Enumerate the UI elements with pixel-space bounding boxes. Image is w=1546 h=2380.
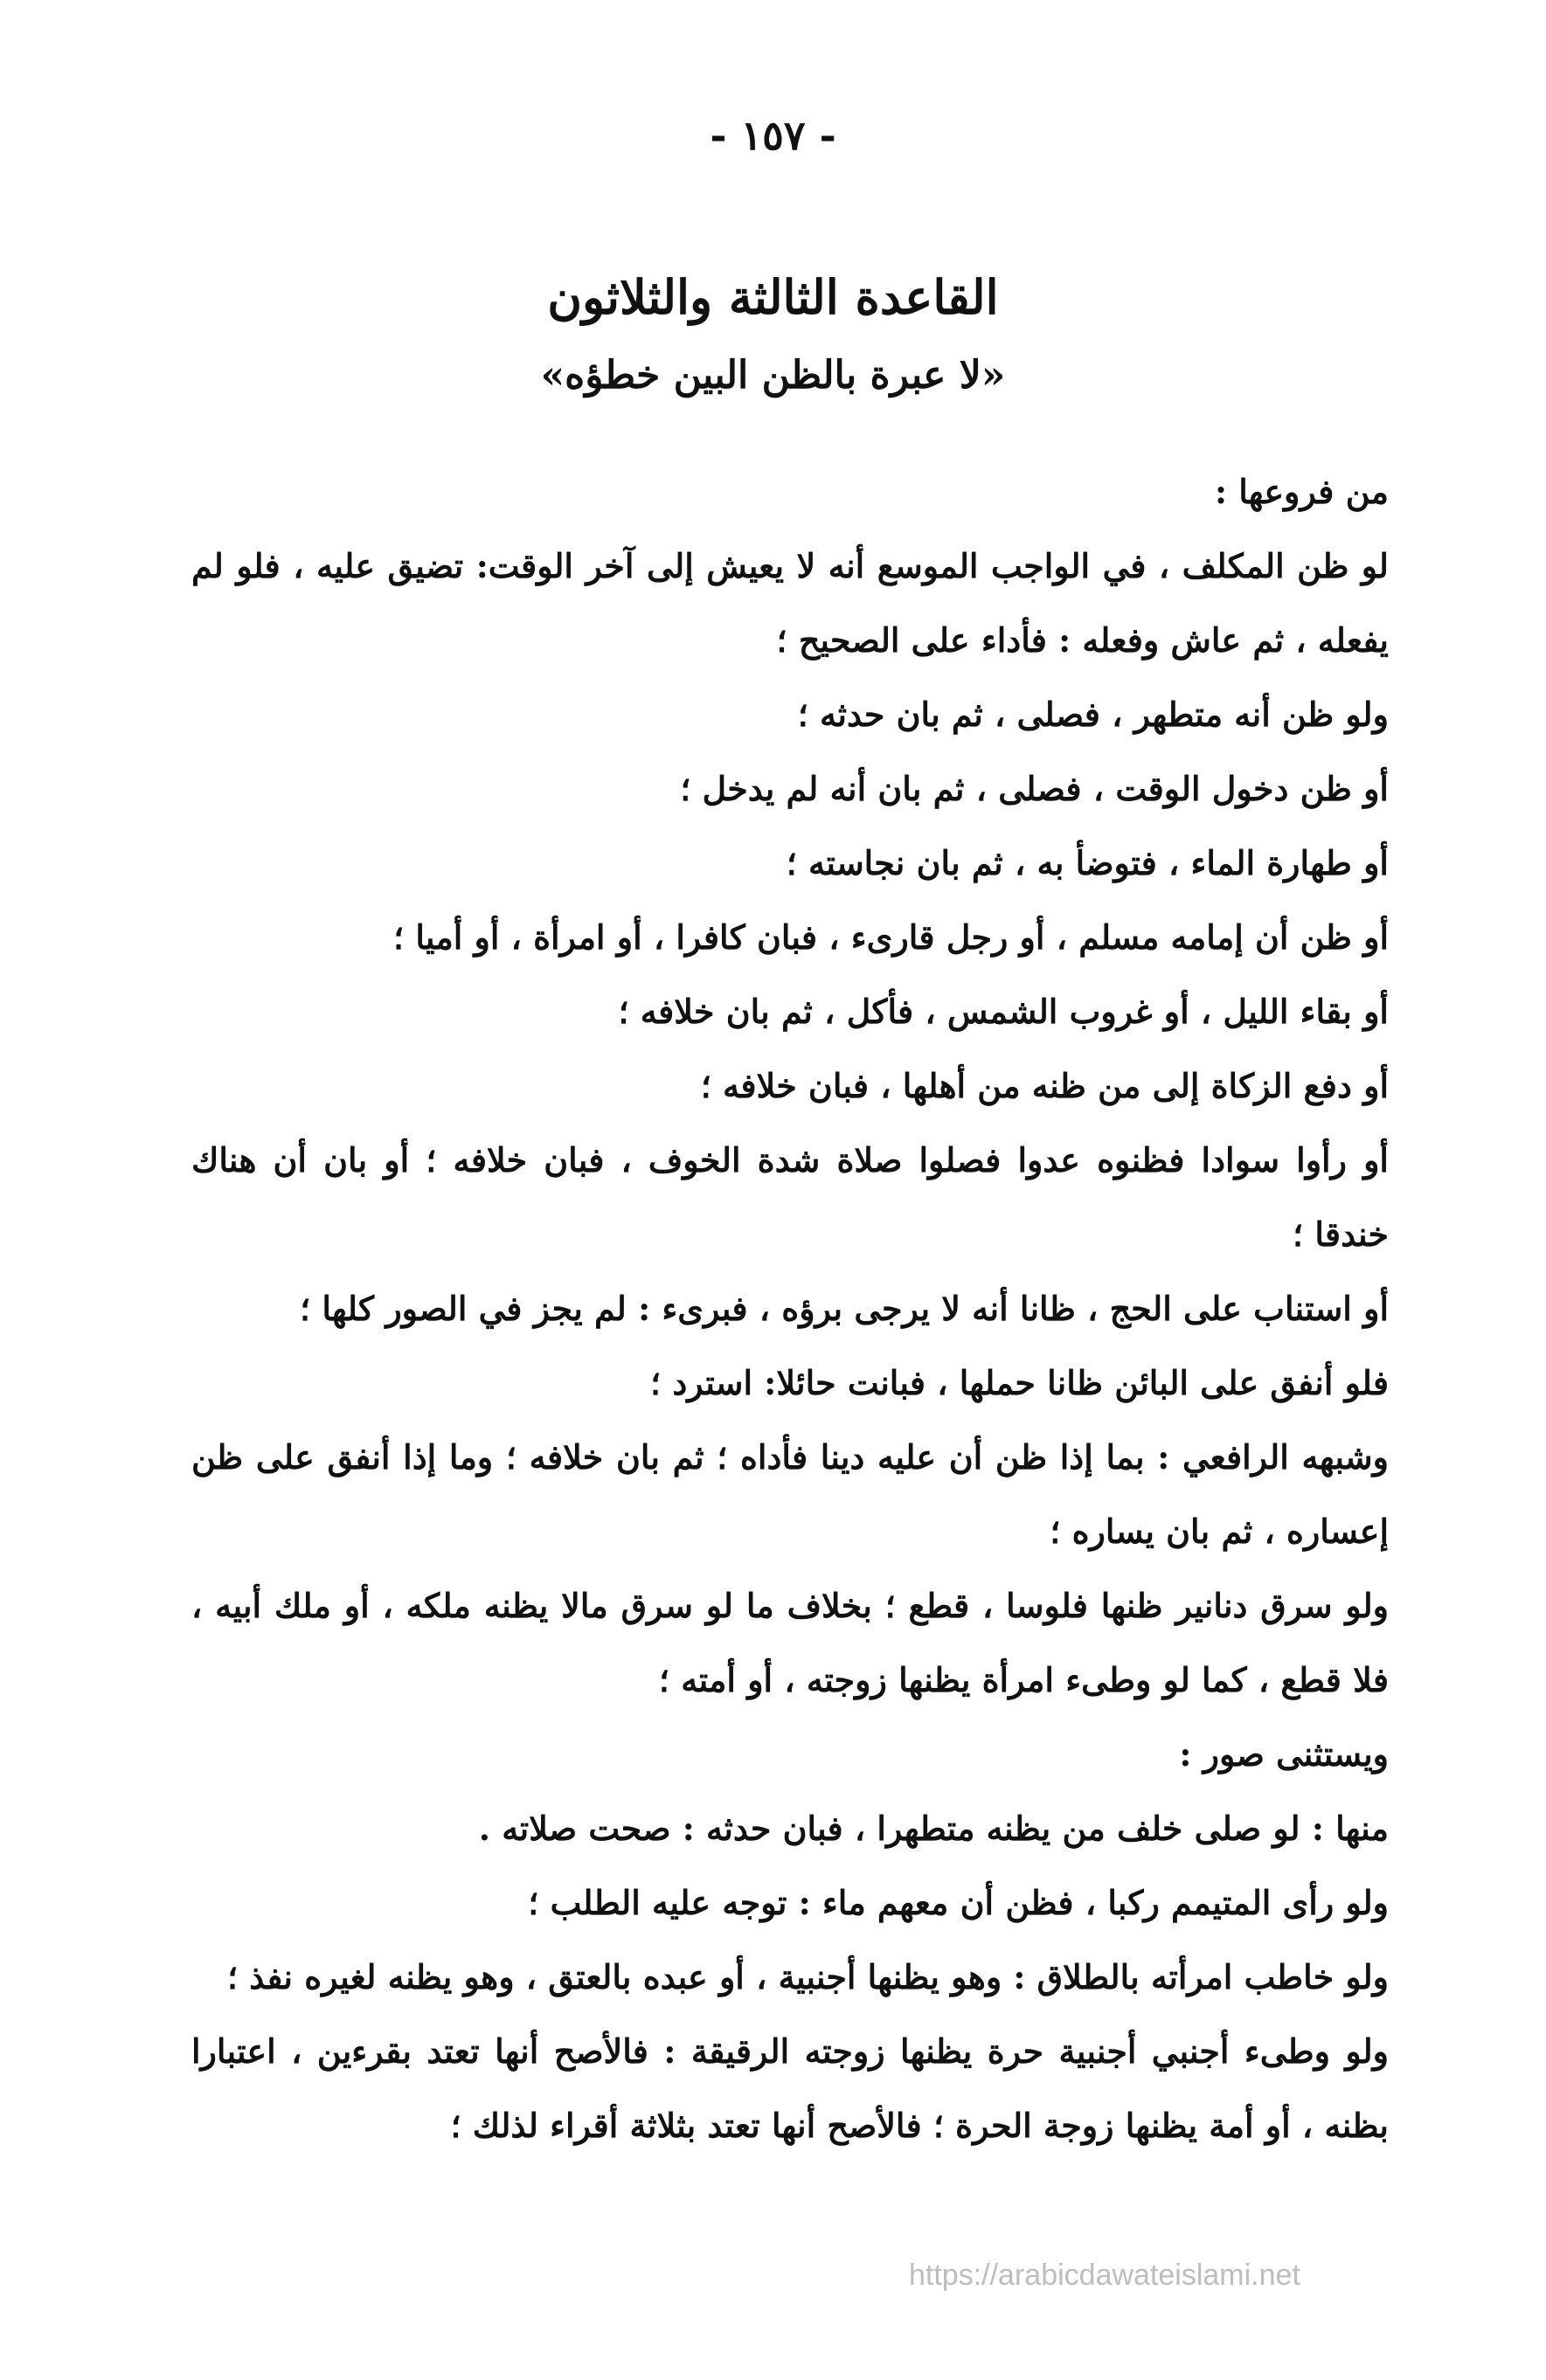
paragraph: أو ظن أن إمامه مسلم ، أو رجل قارىء ، فبان كافرا ، أو امرأة ، أو أميا ؛	[393, 917, 1389, 957]
paragraph: أو طهارة الماء ، فتوضأ به ، ثم بان نجاسته ؛	[786, 843, 1389, 882]
paragraph: ولو وطىء أجنبي أجنبية حرة يظنها زوجته الرقيقة : فالأصح أنها تعتد بقرءين ، اعتبارا بظنه ، أو أمة يظنها زوجة الحرة ؛ فالأصح أنها تعتد بثلاثة أقراء لذلك ؛	[191, 2031, 1389, 2145]
body-text	[191, 454, 1415, 2162]
paragraph: منها : لو صلى خلف من يظنه متطهرا ، فبان حدثه : صحت صلاته .	[478, 1809, 1389, 1848]
page-number: - ١٥٧ -	[710, 112, 836, 159]
rule-subtitle: «لا عبرة بالظن البين خطؤه»	[540, 353, 1006, 398]
paragraph: ولو خاطب امرأته بالطلاق : وهو يظنها أجنبية ، أو عبده بالعتق ، وهو يظنه لغيره نفذ ؛	[226, 1957, 1389, 1996]
paragraph: أو بقاء الليل ، أو غروب الشمس ، فأكل ، ثم بان خلافه ؛	[618, 992, 1389, 1031]
paragraph: وشبهه الرافعي : بما إذا ظن أن عليه دينا فأداه ؛ ثم بان خلافه ؛ وما إذا أنفق على ظن إعساره ، ثم بان يساره ؛	[191, 1437, 1389, 1551]
section-heading-branches: من فروعها :	[1214, 472, 1389, 511]
paragraph: أو استناب على الحج ، ظانا أنه لا يرجى برؤه ، فبرىء : لم يجز في الصور كلها ؛	[300, 1289, 1389, 1328]
paragraph: ولو رأى المتيمم ركبا ، فظن أن معهم ماء : توجه عليه الطلب ؛	[528, 1883, 1389, 1922]
section-heading-exceptions: ويستثنى صور :	[1179, 1734, 1389, 1774]
paragraph: أو دفع الزكاة إلى من ظنه من أهلها ، فبان خلافه ؛	[700, 1066, 1389, 1105]
paragraph: أو رأوا سوادا فظنوه عدوا فصلوا صلاة شدة الخوف ، فبان خلافه ؛ أو بان أن هناك خندقا ؛	[191, 1140, 1389, 1254]
paragraph: فلو أنفق على البائن ظانا حملها ، فبانت حائلا: استرد ؛	[650, 1363, 1389, 1402]
paragraph: ولو ظن أنه متطهر ، فصلى ، ثم بان حدثه ؛	[797, 695, 1389, 734]
title-block	[0, 262, 1546, 411]
paragraph: لو ظن المكلف ، في الواجب الموسع أنه لا يعيش إلى آخر الوقت: تضيق عليه ، فلو لم يفعله ، ثم عاش وفعله : فأداء على الصحيح ؛	[191, 546, 1389, 660]
paragraph: أو ظن دخول الوقت ، فصلى ، ثم بان أنه لم يدخل ؛	[680, 769, 1389, 808]
paragraph: ولو سرق دنانير ظنها فلوسا ، قطع ؛ بخلاف ما لو سرق مالا يظنه ملكه ، أو ملك أبيه ، فلا قطع ، كما لو وطىء امرأة يظنها زوجته ، أو أمته ؛	[191, 1586, 1389, 1699]
rule-title: القاعدة الثالثة والثلاثون	[547, 269, 999, 325]
watermark-url: https://arabicdawateislami.net	[909, 2259, 1300, 2292]
